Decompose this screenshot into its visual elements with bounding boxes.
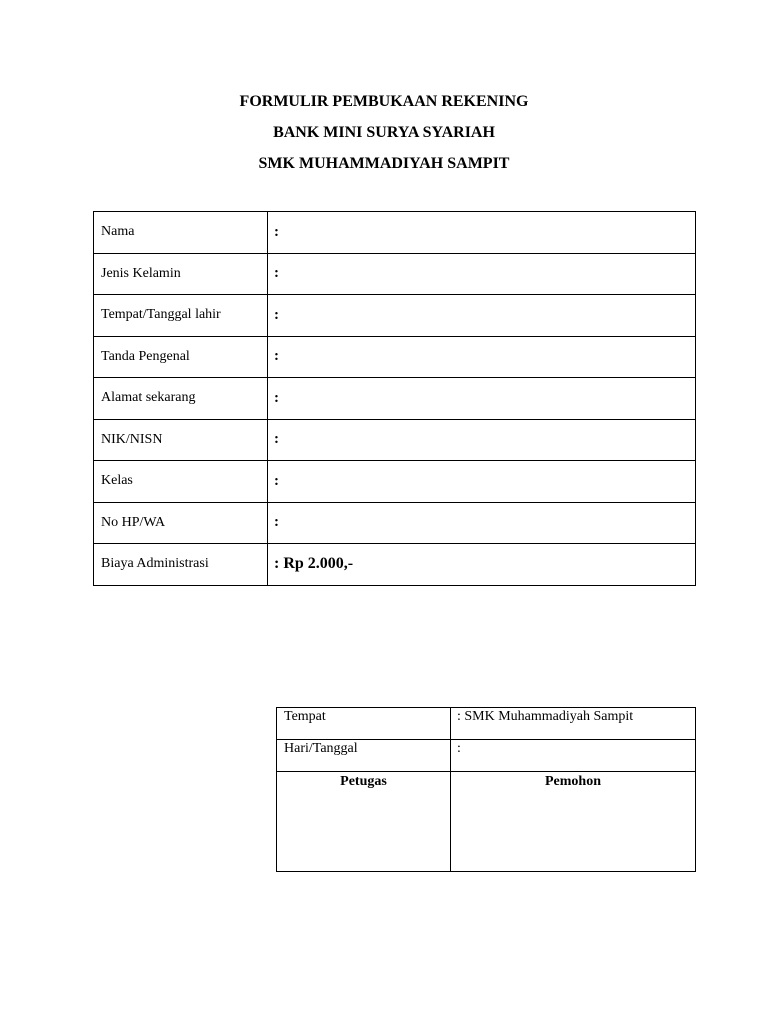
officer-signature-box[interactable]: Petugas [277, 772, 451, 872]
field-label-jenis-kelamin: Jenis Kelamin [94, 253, 268, 295]
table-row [94, 544, 696, 586]
field-value-no-hp[interactable]: : [268, 502, 696, 544]
table-row [94, 461, 696, 503]
school-name: SMK MUHAMMADIYAH SAMPIT [258, 155, 510, 172]
signature-table [276, 707, 696, 872]
bank-name: BANK MINI SURYA SYARIAH [273, 124, 495, 141]
field-label-alamat: Alamat sekarang [94, 378, 268, 420]
field-value-jenis-kelamin[interactable]: : [268, 253, 696, 295]
field-label-kelas: Kelas [94, 461, 268, 503]
form-title: FORMULIR PEMBUKAAN REKENING [239, 93, 529, 110]
date-label: Hari/Tanggal [277, 740, 451, 772]
field-value-tanda-pengenal[interactable]: : [268, 336, 696, 378]
field-label-no-hp: No HP/WA [94, 502, 268, 544]
field-value-nama[interactable]: : [268, 212, 696, 254]
field-value-alamat[interactable]: : [268, 378, 696, 420]
field-value-biaya-administrasi: : Rp 2.000,- [268, 544, 696, 586]
signature-row [277, 772, 696, 872]
table-row [94, 212, 696, 254]
place-value: : SMK Muhammadiyah Sampit [451, 708, 696, 740]
field-label-biaya-administrasi: Biaya Administrasi [94, 544, 268, 586]
place-label: Tempat [277, 708, 451, 740]
field-value-nik-nisn[interactable]: : [268, 419, 696, 461]
form-title-block [0, 86, 768, 179]
applicant-signature-box[interactable]: Pemohon [451, 772, 696, 872]
table-row [277, 708, 696, 740]
table-row [94, 378, 696, 420]
table-row [94, 336, 696, 378]
field-label-nama: Nama [94, 212, 268, 254]
date-value[interactable]: : [451, 740, 696, 772]
field-label-nik-nisn: NIK/NISN [94, 419, 268, 461]
field-value-tempat-tanggal-lahir[interactable]: : [268, 295, 696, 337]
field-label-tempat-tanggal-lahir: Tempat/Tanggal lahir [94, 295, 268, 337]
field-value-kelas[interactable]: : [268, 461, 696, 503]
account-form-table [93, 211, 696, 586]
table-row [94, 253, 696, 295]
table-row [94, 419, 696, 461]
field-label-tanda-pengenal: Tanda Pengenal [94, 336, 268, 378]
table-row [277, 740, 696, 772]
table-row [94, 502, 696, 544]
table-row [94, 295, 696, 337]
